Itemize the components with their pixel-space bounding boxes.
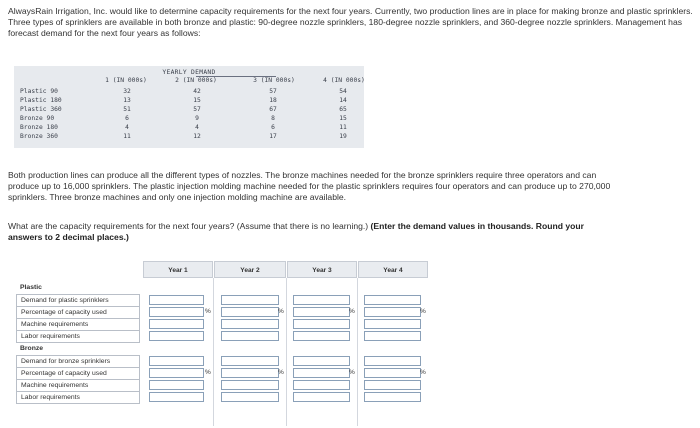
- plastic-section-header: Plastic: [20, 284, 42, 291]
- question-text: What are the capacity requirements for the next four years? (Assume that there is no learning.): [8, 221, 371, 231]
- bronze-capacity-y2-field[interactable]: [221, 368, 279, 378]
- plastic-machine-y3-field[interactable]: [293, 319, 350, 329]
- bronze-labor-y3-field[interactable]: [293, 392, 350, 402]
- demand-col-header: 3 (IN 000s): [253, 77, 295, 84]
- demand-row-label: Bronze 180: [20, 124, 58, 131]
- percent-sign: %: [420, 369, 426, 376]
- demand-row-label: Plastic 360: [20, 106, 62, 113]
- plastic-demand-y1-field[interactable]: [149, 295, 204, 305]
- bronze-machine-label: Machine requirements: [16, 379, 140, 392]
- plastic-labor-y1-field[interactable]: [149, 331, 204, 341]
- demand-cell: 12: [193, 133, 201, 140]
- demand-cell: 42: [193, 88, 201, 95]
- bronze-capacity-y3-field[interactable]: [293, 368, 350, 378]
- percent-sign: %: [349, 369, 355, 376]
- percent-sign: %: [278, 369, 284, 376]
- demand-cell: 11: [339, 124, 347, 131]
- bronze-labor-y4-field[interactable]: [364, 392, 421, 402]
- year-1-header: Year 1: [143, 261, 213, 278]
- plastic-labor-y3-field[interactable]: [293, 331, 350, 341]
- plastic-labor-label: Labor requirements: [16, 330, 140, 343]
- plastic-machine-y1-field[interactable]: [149, 319, 204, 329]
- percent-sign: %: [205, 308, 211, 315]
- plastic-demand-y3-field[interactable]: [293, 295, 350, 305]
- plastic-capacity-y2-field[interactable]: [221, 307, 279, 317]
- plastic-machine-y4-field[interactable]: [364, 319, 421, 329]
- demand-cell: 8: [271, 115, 275, 122]
- demand-cell: 11: [123, 133, 131, 140]
- demand-cell: 57: [269, 88, 277, 95]
- percent-sign: %: [420, 308, 426, 315]
- question-instructions: (Enter the demand values in thousands. Round your answers to 2 decimal places.): [8, 221, 584, 242]
- demand-cell: 6: [271, 124, 275, 131]
- plastic-capacity-y4-field[interactable]: [364, 307, 421, 317]
- demand-row-label: Plastic 90: [20, 88, 58, 95]
- yearly-demand-table: [14, 66, 364, 148]
- demand-cell: 17: [269, 133, 277, 140]
- demand-cell: 18: [269, 97, 277, 104]
- bronze-capacity-y1-field[interactable]: [149, 368, 204, 378]
- demand-row-label: Bronze 90: [20, 115, 55, 122]
- bronze-demand-y2-field[interactable]: [221, 356, 279, 366]
- bronze-demand-label: Demand for bronze sprinklers: [16, 355, 140, 368]
- year-4-header: Year 4: [358, 261, 428, 278]
- demand-cell: 4: [125, 124, 129, 131]
- year-3-header: Year 3: [287, 261, 357, 278]
- bronze-machine-y2-field[interactable]: [221, 380, 279, 390]
- demand-cell: 57: [193, 106, 201, 113]
- demand-col-header: 4 (IN 000s): [323, 77, 365, 84]
- plastic-demand-y4-field[interactable]: [364, 295, 421, 305]
- plastic-capacity-label: Percentage of capacity used: [16, 306, 140, 319]
- plastic-labor-y4-field[interactable]: [364, 331, 421, 341]
- bronze-demand-y3-field[interactable]: [293, 356, 350, 366]
- plastic-demand-label: Demand for plastic sprinklers: [16, 294, 140, 307]
- year-2-header: Year 2: [214, 261, 286, 278]
- intro-paragraph: AlwaysRain Irrigation, Inc. would like to determine capacity requirements for the next four years. Currently, two production lines are in place for making bronze and plastic sprinklers. Three types of sprinklers are available in both bronze and plastic: 90-degree nozzle sprinklers, 180-degree nozzle sprinklers, and 360-degree nozzle sprinklers. Management has forecast demand for the next four years as follows:: [8, 6, 693, 38]
- plastic-machine-label: Machine requirements: [16, 318, 140, 331]
- demand-cell: 4: [195, 124, 199, 131]
- demand-cell: 19: [339, 133, 347, 140]
- percent-sign: %: [278, 308, 284, 315]
- demand-cell: 14: [339, 97, 347, 104]
- plastic-capacity-y1-field[interactable]: [149, 307, 204, 317]
- demand-col-header: 2 (IN 000s): [175, 77, 217, 84]
- plastic-labor-y2-field[interactable]: [221, 331, 279, 341]
- question-paragraph: [8, 221, 618, 243]
- bronze-labor-y1-field[interactable]: [149, 392, 204, 402]
- capacity-answer-table: [16, 261, 428, 426]
- demand-cell: 51: [123, 106, 131, 113]
- demand-cell: 15: [193, 97, 201, 104]
- demand-row-label: Plastic 180: [20, 97, 62, 104]
- demand-table-title: YEARLY DEMAND: [162, 69, 216, 76]
- demand-cell: 65: [339, 106, 347, 113]
- demand-cell: 32: [123, 88, 131, 95]
- plastic-capacity-y3-field[interactable]: [293, 307, 350, 317]
- demand-col-header: 1 (IN 000s): [105, 77, 147, 84]
- bronze-labor-y2-field[interactable]: [221, 392, 279, 402]
- bronze-labor-label: Labor requirements: [16, 391, 140, 404]
- demand-cell: 13: [123, 97, 131, 104]
- bronze-demand-y1-field[interactable]: [149, 356, 204, 366]
- plastic-machine-y2-field[interactable]: [221, 319, 279, 329]
- bronze-machine-y4-field[interactable]: [364, 380, 421, 390]
- bronze-demand-y4-field[interactable]: [364, 356, 421, 366]
- demand-cell: 15: [339, 115, 347, 122]
- bronze-machine-y3-field[interactable]: [293, 380, 350, 390]
- demand-cell: 54: [339, 88, 347, 95]
- plastic-demand-y2-field[interactable]: [221, 295, 279, 305]
- demand-row-label: Bronze 360: [20, 133, 58, 140]
- percent-sign: %: [349, 308, 355, 315]
- bronze-section-header: Bronze: [20, 345, 44, 352]
- percent-sign: %: [205, 369, 211, 376]
- bronze-machine-y1-field[interactable]: [149, 380, 204, 390]
- bronze-capacity-label: Percentage of capacity used: [16, 367, 140, 380]
- demand-cell: 9: [195, 115, 199, 122]
- demand-cell: 6: [125, 115, 129, 122]
- constraints-paragraph: Both production lines can produce all the different types of nozzles. The bronze machines needed for the bronze sprinklers require three operators and can produce up to 16,000 sprinklers. The plastic injection molding machine needed for the plastic sprinklers requires four operators and can produce up to 270,000 sprinklers. Three bronze machines and only one injection molding machine are available.: [8, 170, 611, 202]
- demand-cell: 67: [269, 106, 277, 113]
- bronze-capacity-y4-field[interactable]: [364, 368, 421, 378]
